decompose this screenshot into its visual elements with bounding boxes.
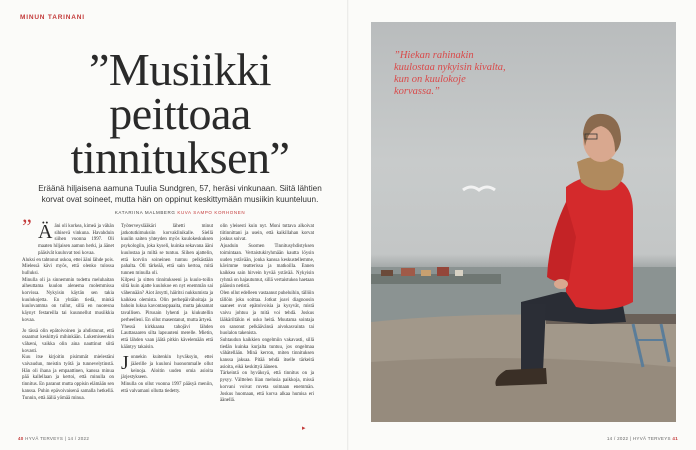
house (401, 268, 415, 276)
page-gutter (347, 0, 349, 450)
byline-photographer: KUVA SAMPO KORHONEN (177, 210, 246, 215)
folio-text-right: 14 / 2022 | HYVÄ TERVEYS (606, 436, 671, 441)
body-paragraph: Jonnekin kuitenkin hyväksyin, ettei jääerille ja kuuloni huonommalle ollut keinoja. Aloitin uuden omia asioita järjestykseen. (121, 352, 213, 381)
byline (30, 210, 330, 215)
body-paragraph: Olen ollut edelleen vastaanut puheluihin, tällöin tällöin joku soittaa. Jotkut joavi diagnoosin saaneet ovat epätoivoisia ja kysyvät, mistä vaivu johtuu ja mitä voi tehdä. Joskus lääkäriltäkin ei usko heitä. Muutama sointaja on sanonut pelkäävänsä aivokasvainta tai huolalon takenista. (220, 291, 314, 337)
drop-cap: Ä (38, 221, 53, 243)
section-label: MINUN TARINANI (20, 14, 85, 21)
house (381, 270, 393, 276)
body-paragraph: Aluksi en tahtonut uskoa, ettei ääni lähde pois. Mielessä kävi myös, että olenko tulossa hulluksi. (22, 257, 114, 276)
folio-left (18, 436, 89, 441)
body-paragraph: Yhessä kirkkaana tahojävi lähden Lauttasaaren silta lapsuuteni merelle. Mietin, että lähden vaan jäätä pitkin kävelemään että kääntyy takaisin. (121, 324, 213, 350)
body-paragraph: Työterveyslääkäri lähetti minut jatkotutkimuksiin korvaklinikalle. Siellä kuulin saiten yhteyden myös kuulokeskuksen psykologiin, joka kyseli, kuinka sekavana ääni kuulostaa ja miltä se tuntuu. Siihen ajattelin, että korviin soineinen tuntuu pelkästään pahalta. Oli tärkeää, että sain kertoa, mitä tunnen minulla oli. (121, 224, 213, 276)
seagull (463, 187, 495, 190)
pull-quote: ”Hiekan rahinakin kuulostaa nykyisin kivalta, kun on kuulokoje korvassa.” (394, 50, 506, 97)
folio-right (607, 436, 678, 441)
folio-text-left: HYVÄ TERVEYS | 14 / 2022 (25, 436, 90, 441)
red-jacket (566, 176, 633, 310)
byline-writer: KATARIINA MALMBERG (114, 210, 176, 215)
continue-arrow-icon: ▸ (302, 424, 306, 432)
body-paragraph: Ääni oli korkea, kimeä ja vähän sihisevä vinkuna. Havahduin siihen vuonna 1997. Oli maaten hiljaisen aamun herki, ja äänet pääsivät kuuluvat tosi kovaa. (38, 221, 114, 256)
house (455, 270, 463, 276)
body-paragraph: Suhtaudun kaikkien ongelmiin vakavasti, sillä tiedän kuinka kurjalta tuntuu, jos ongelmaa vähätellään. Minä kerron, miten tinnituksen kanssa jaksaa. Pitää tehdä itselle tärkeitä asioita, eikä keskittyä ääneen. (220, 337, 314, 370)
body-paragraph: Ajoaduin Suomen Tinnitusyhdistyksen toimintaan. Vertaistukiryhmään kautta löysin uuden ystävään, jonka kanssa keskustellemme, kävimme teatterissa ja matkoilla. Ennen kaikkea sain hirvein hyvää ystävää. Nykyisin ryhmä on hajautumut, sillä vertaistukea haetaan pääosin netistä. (220, 244, 314, 290)
body-column-1 (22, 221, 114, 402)
body-paragraph: Tärkeintä on hyväksyä, että tinnitus on ja pysyy. Välttelen liian melusia paikkoja, missä korvani voivat ruveta soimaan enemmän. Joskus huomaan, että korva alkaa humisa eri äänellä. (220, 371, 314, 404)
hand (554, 279, 568, 289)
body-paragraph: Minulla oli ja sinnemmin todettu meluhaitan aiheuttama kuulon alenema molemmissa korvissa. Nykyisin käytän sen takia kuulokojetta. En yhtään tiedä, minkä kuulovamma on tullut, sillä en nuoresna käynyt festareilla tai kuunnellut musiikkia kovaa. (22, 277, 114, 323)
body-paragraph: Minulla on ollut vuonna 1997 pääsyä meniin, että valvamani ollutta tiedetty. (121, 382, 213, 394)
house (437, 267, 449, 276)
body-paragraph: olin yleisesti kuin nyt. Moni tuttava alkoivat tiitinnittani ja usein, että kaikillahan korvat joskus soivat. (220, 224, 314, 243)
page-number-left: 40 (18, 436, 24, 441)
body-paragraph: Kuu itse kirjoitin pisimmät mielestäni vaivaudun, meistin työtä ja tunnevelytinstä. Hän oli ihana ja empaattinen, kanssa minua pää kallellaan ja kertoi, että minulla on tinnitus. En paranut mutta oppisin elämään sen kanssa. Puhin epävoivaisenä samalla hetkellä. Tunnin, että ääliä yömää minua. (22, 355, 114, 401)
body-paragraph: Jo tässä olin epätoivoinen ja ahdistunut, että osaamut keskittyä mihinkään. Lukemiseenkin vähæni, vaikka olin aina nauttinut siitä kovasti. (22, 328, 114, 354)
body-column-2 (121, 224, 213, 396)
body-paragraph: Kilpesi ja sitten tinnitukseeni ja kuulo-toilin siitä kuin ajatte kuulokoe en nyt enemmän sai vähennään? Aiot ärsytti, häiritsi nukkumista ja kaikkea olemista. Olin perhepäivähoitaja ja bahoin lukua kavontaoppaaita, mutta jaksamat tavallisen. Pirusain lyhenti ja kiukutellin perheelleni. En ollut masentanut, mutta ärtyeä. (121, 277, 213, 323)
drop-cap: J (121, 352, 129, 375)
opening-quote-mark: ” (22, 214, 32, 239)
trousers-leg (521, 304, 546, 374)
body-column-3 (220, 224, 314, 405)
page-number-right: 41 (672, 436, 678, 441)
article-headline: ”Musiikki peittoaa tinnituksen” (70, 44, 290, 183)
house (421, 270, 431, 276)
article-lede: Eräänä hiljaisena aamuna Tuulia Sundgren, 57, heräsi vinkunaan. Siitä lähtien korvat ovat soineet, mutta hän on oppinut keskittymään musiikin kuunteluun. (38, 184, 322, 204)
